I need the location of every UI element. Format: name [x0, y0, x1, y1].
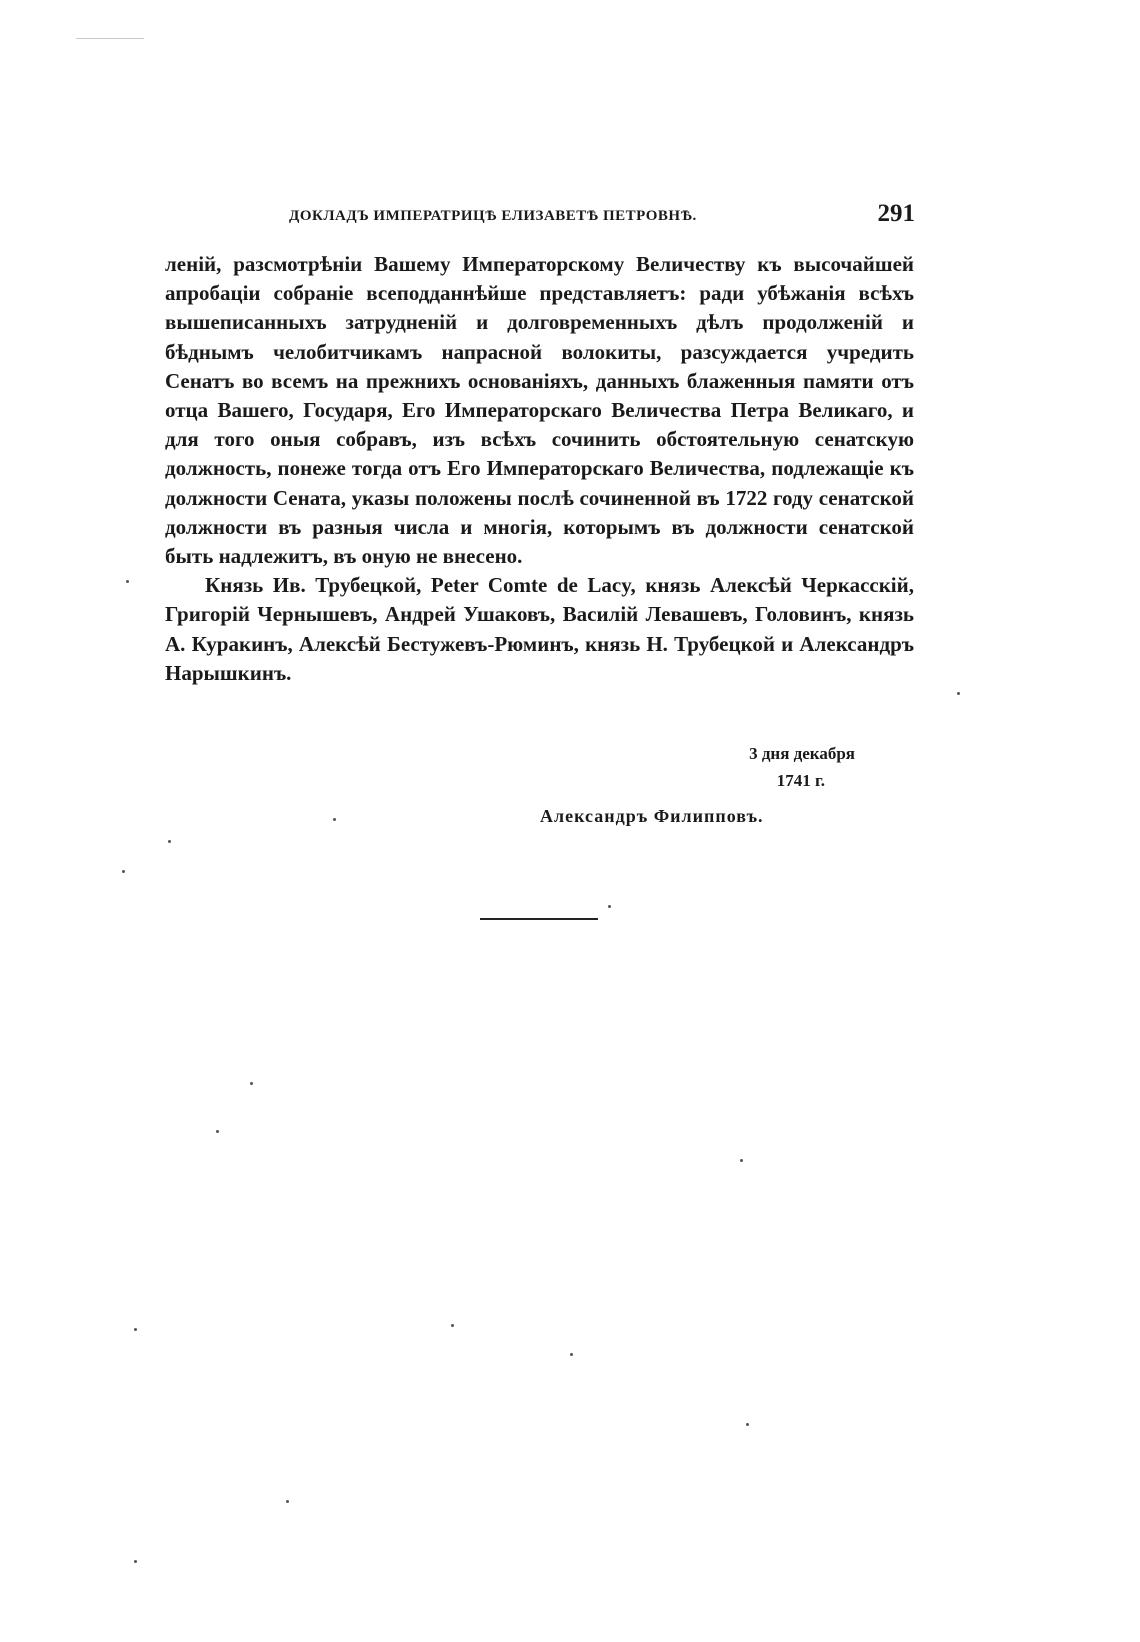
- end-rule: [480, 918, 598, 920]
- page-number: 291: [877, 200, 915, 227]
- date-year: 1741 г.: [776, 771, 825, 790]
- top-edge-rule: [76, 38, 144, 39]
- print-speck: [286, 1500, 289, 1503]
- signatories-paragraph: Князь Ив. Трубецкой, Peter Comte de Lacy, князь Алексѣй Черкасскій, Григорій Чернышевъ, Андрей Ушаковъ, Василій Левашевъ, Головинъ, князь А. Куракинъ, Алексѣй Бестужевъ-Рюминъ, князь Н. Трубецкой и Александръ Нарышкинъ.: [165, 573, 914, 685]
- body-text: [165, 250, 914, 688]
- print-speck: [134, 1328, 137, 1331]
- print-speck: [122, 870, 125, 873]
- print-speck: [126, 580, 129, 583]
- date-block: [640, 740, 855, 794]
- print-speck: [746, 1423, 749, 1426]
- print-speck: [250, 1082, 253, 1085]
- print-speck: [957, 692, 960, 695]
- page-header: [165, 200, 915, 234]
- print-speck: [608, 905, 611, 908]
- main-paragraph: леній, разсмотрѣніи Вашему Императорскому Величеству къ высочайшей апробаціи собраніе всеподданнѣйше представляетъ: ради убѣжанія всѣхъ вышеписанныхъ затрудненій и долговременныхъ дѣлъ продолженій и бѣднымъ челобитчикамъ напрасной волокиты, разсуждается учредить Сенатъ во всемъ на прежнихъ основаніяхъ, данныхъ блаженныя памяти отъ отца Вашего, Государя, Его Императорскаго Величества Петра Великаго, и для того оныя собравъ, изъ всѣхъ сочинить обстоятельную сенатскую должность, понеже тогда отъ Его Императорскаго Величества, подлежащіе къ должности Сената, указы положены послѣ сочиненной въ 1722 году сенатской должности въ разныя числа и многія, которымъ въ должности сенатской быть надлежитъ, въ оную не внесено.: [165, 252, 914, 569]
- print-speck: [451, 1324, 454, 1327]
- print-speck: [570, 1353, 573, 1356]
- print-speck: [740, 1159, 743, 1162]
- print-speck: [216, 1130, 219, 1133]
- print-speck: [168, 840, 171, 843]
- print-speck: [134, 1560, 137, 1563]
- date-day-month: 3 дня декабря: [749, 744, 855, 763]
- signature: Александръ Филипповъ.: [540, 806, 764, 826]
- print-speck: [333, 818, 336, 821]
- running-title: ДОКЛАДЪ ИМПЕРАТРИЦѢ ЕЛИЗАВЕТѢ ПЕТРОВНѢ.: [289, 208, 697, 224]
